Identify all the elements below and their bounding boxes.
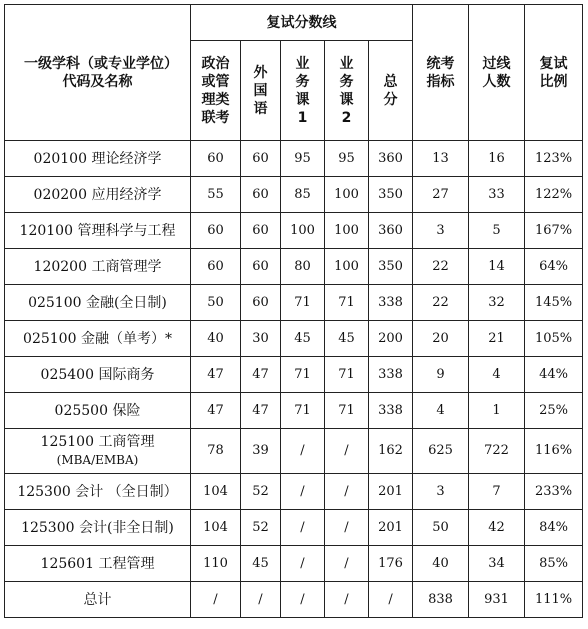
row-name: 025100 金融(全日制): [5, 285, 191, 321]
header-total: 总分: [369, 41, 413, 141]
cell-quota: 40: [413, 546, 469, 582]
cell-total: 360: [369, 141, 413, 177]
cell-course2: /: [325, 510, 369, 546]
cell-quota: 838: [413, 582, 469, 618]
cell-ratio: 25%: [525, 393, 583, 429]
cell-ratio: 167%: [525, 213, 583, 249]
row-name: 025400 国际商务: [5, 357, 191, 393]
row-name: 025500 保险: [5, 393, 191, 429]
header-passed: 过线人数: [469, 5, 525, 141]
cell-course2: 100: [325, 249, 369, 285]
header-foreign: 外国语: [241, 41, 281, 141]
table-row: [5, 141, 583, 177]
cell-ratio: 116%: [525, 429, 583, 474]
cell-course1: 71: [281, 285, 325, 321]
cell-passed: 931: [469, 582, 525, 618]
cell-politics: 47: [191, 357, 241, 393]
cell-ratio: 123%: [525, 141, 583, 177]
cell-course1: /: [281, 582, 325, 618]
cell-total: 176: [369, 546, 413, 582]
cell-politics: 50: [191, 285, 241, 321]
cell-course1: 85: [281, 177, 325, 213]
cell-total: 201: [369, 474, 413, 510]
cell-total: 338: [369, 357, 413, 393]
cell-passed: 21: [469, 321, 525, 357]
cell-passed: 34: [469, 546, 525, 582]
cell-ratio: 64%: [525, 249, 583, 285]
cell-foreign: 60: [241, 285, 281, 321]
row-name-line2: (MBA/EMBA): [56, 453, 139, 467]
cell-politics: 110: [191, 546, 241, 582]
table-row: [5, 474, 583, 510]
table-row: [5, 249, 583, 285]
header-quota: 统考指标: [413, 5, 469, 141]
cell-total: /: [369, 582, 413, 618]
cell-total: 200: [369, 321, 413, 357]
cell-ratio: 122%: [525, 177, 583, 213]
cell-passed: 4: [469, 357, 525, 393]
cell-course2: 71: [325, 393, 369, 429]
cell-foreign: 60: [241, 213, 281, 249]
header-retest-line: 复试分数线: [191, 5, 413, 41]
cell-course1: 80: [281, 249, 325, 285]
cell-foreign: 60: [241, 141, 281, 177]
row-name: 020100 理论经济学: [5, 141, 191, 177]
cell-foreign: 60: [241, 177, 281, 213]
cell-ratio: 84%: [525, 510, 583, 546]
total-row: [5, 582, 583, 618]
cell-foreign: 52: [241, 474, 281, 510]
header-ratio: 复试比例: [525, 5, 583, 141]
cell-passed: 1: [469, 393, 525, 429]
cell-course2: /: [325, 429, 369, 474]
cell-quota: 22: [413, 285, 469, 321]
cell-quota: 50: [413, 510, 469, 546]
cell-course1: /: [281, 546, 325, 582]
cell-passed: 16: [469, 141, 525, 177]
cell-course2: /: [325, 474, 369, 510]
table-row: [5, 213, 583, 249]
cell-course2: 100: [325, 177, 369, 213]
cell-quota: 3: [413, 213, 469, 249]
cell-total: 350: [369, 177, 413, 213]
cell-foreign: 47: [241, 357, 281, 393]
cell-passed: 42: [469, 510, 525, 546]
cell-passed: 33: [469, 177, 525, 213]
cell-course1: 100: [281, 213, 325, 249]
cell-passed: 14: [469, 249, 525, 285]
cell-quota: 20: [413, 321, 469, 357]
cell-politics: 55: [191, 177, 241, 213]
header-course2: 业务课2: [325, 41, 369, 141]
cell-politics: /: [191, 582, 241, 618]
table-row: [5, 510, 583, 546]
cell-ratio: 145%: [525, 285, 583, 321]
cell-course1: /: [281, 429, 325, 474]
cell-quota: 22: [413, 249, 469, 285]
row-name: 125601 工程管理: [5, 546, 191, 582]
score-table: [4, 4, 583, 618]
row-name: 120200 工商管理学: [5, 249, 191, 285]
cell-quota: 13: [413, 141, 469, 177]
table-row: [5, 393, 583, 429]
cell-course2: 95: [325, 141, 369, 177]
cell-ratio: 233%: [525, 474, 583, 510]
cell-ratio: 44%: [525, 357, 583, 393]
cell-course1: /: [281, 510, 325, 546]
row-name: [5, 429, 191, 474]
cell-foreign: 47: [241, 393, 281, 429]
cell-politics: 104: [191, 474, 241, 510]
table-row: [5, 546, 583, 582]
cell-total: 360: [369, 213, 413, 249]
cell-foreign: 52: [241, 510, 281, 546]
row-name: 125300 会计 （全日制）: [5, 474, 191, 510]
cell-total: 350: [369, 249, 413, 285]
cell-politics: 47: [191, 393, 241, 429]
cell-course2: 45: [325, 321, 369, 357]
cell-total: 338: [369, 285, 413, 321]
cell-course1: 71: [281, 393, 325, 429]
cell-politics: 40: [191, 321, 241, 357]
cell-foreign: /: [241, 582, 281, 618]
row-name: 025100 金融（单考）*: [5, 321, 191, 357]
cell-total: 201: [369, 510, 413, 546]
cell-ratio: 111%: [525, 582, 583, 618]
cell-politics: 104: [191, 510, 241, 546]
row-name: 120100 管理科学与工程: [5, 213, 191, 249]
cell-course1: 45: [281, 321, 325, 357]
cell-course1: 95: [281, 141, 325, 177]
cell-foreign: 60: [241, 249, 281, 285]
cell-course2: /: [325, 582, 369, 618]
cell-politics: 60: [191, 249, 241, 285]
cell-total: 162: [369, 429, 413, 474]
row-name: 020200 应用经济学: [5, 177, 191, 213]
table-row: [5, 285, 583, 321]
cell-passed: 7: [469, 474, 525, 510]
cell-total: 338: [369, 393, 413, 429]
cell-course2: /: [325, 546, 369, 582]
cell-course2: 100: [325, 213, 369, 249]
cell-quota: 27: [413, 177, 469, 213]
cell-passed: 722: [469, 429, 525, 474]
cell-foreign: 45: [241, 546, 281, 582]
cell-quota: 9: [413, 357, 469, 393]
cell-course1: /: [281, 474, 325, 510]
table-row: [5, 357, 583, 393]
header-course1: 业务课1: [281, 41, 325, 141]
header-politics: 政治或管理类联考: [191, 41, 241, 141]
cell-course1: 71: [281, 357, 325, 393]
cell-quota: 3: [413, 474, 469, 510]
row-name: 总计: [5, 582, 191, 618]
cell-passed: 32: [469, 285, 525, 321]
row-name: 125300 会计(非全日制): [5, 510, 191, 546]
cell-passed: 5: [469, 213, 525, 249]
cell-foreign: 39: [241, 429, 281, 474]
cell-course2: 71: [325, 285, 369, 321]
cell-politics: 60: [191, 213, 241, 249]
row-name-line1: 125100 工商管理: [40, 434, 155, 450]
cell-course2: 71: [325, 357, 369, 393]
header-discipline: 一级学科（或专业学位）代码及名称: [5, 5, 191, 141]
cell-politics: 60: [191, 141, 241, 177]
cell-quota: 625: [413, 429, 469, 474]
table-row: [5, 177, 583, 213]
cell-politics: 78: [191, 429, 241, 474]
table-row: [5, 429, 583, 474]
cell-quota: 4: [413, 393, 469, 429]
cell-ratio: 85%: [525, 546, 583, 582]
table-row: [5, 321, 583, 357]
cell-ratio: 105%: [525, 321, 583, 357]
cell-foreign: 30: [241, 321, 281, 357]
